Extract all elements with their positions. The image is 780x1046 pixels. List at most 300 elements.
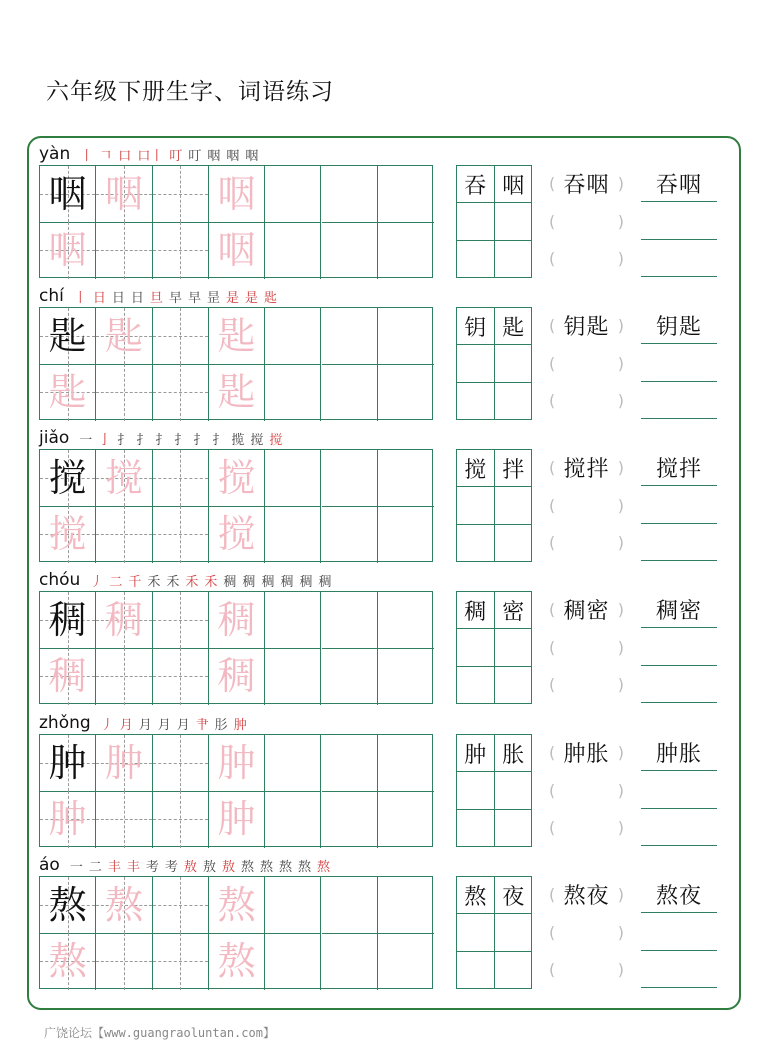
right-bracket: ) — [617, 249, 624, 268]
word-cell[interactable]: 肿 — [457, 735, 495, 772]
grid-cell[interactable] — [153, 933, 209, 990]
right-bracket: ) — [617, 922, 624, 942]
write-line[interactable] — [641, 345, 717, 382]
footer-watermark: 广饶论坛【www.guangraoluntan.com】 — [44, 1026, 275, 1040]
grid-cell[interactable] — [378, 166, 434, 223]
bracket-row[interactable] — [549, 629, 624, 666]
grid-cell[interactable] — [265, 735, 321, 792]
grid-cell[interactable] — [378, 877, 434, 934]
word-cell[interactable] — [457, 667, 495, 704]
grid-cell[interactable] — [265, 877, 321, 934]
pinyin-label: chí — [39, 286, 64, 306]
word-cell[interactable] — [495, 667, 533, 704]
grid-cell[interactable] — [96, 166, 152, 223]
stroke-step: 禾 — [166, 575, 180, 590]
grid-cell[interactable] — [265, 364, 321, 421]
stroke-step: 敖 — [202, 860, 216, 875]
stroke-step: 丰 — [107, 860, 121, 875]
grid-cell[interactable] — [153, 506, 209, 563]
left-bracket: ( — [549, 675, 556, 694]
write-line[interactable] — [641, 165, 717, 202]
model-char: 熬 — [48, 882, 87, 927]
stroke-step: 考 — [145, 860, 159, 875]
write-line[interactable] — [641, 629, 717, 666]
word-cell[interactable] — [457, 241, 495, 278]
grid-cell[interactable] — [265, 506, 321, 563]
grid-cell[interactable] — [378, 592, 434, 649]
char-section-jiǎo — [39, 424, 739, 566]
grid-cell[interactable] — [378, 222, 434, 279]
stroke-step: 搅 — [250, 433, 264, 448]
writing-grid — [39, 449, 433, 562]
right-bracket: ) — [617, 211, 624, 231]
word-cell[interactable] — [495, 525, 533, 562]
word-cell[interactable]: 稠 — [457, 592, 495, 629]
word-cell[interactable] — [457, 952, 495, 989]
bracket-word: 稠密 — [563, 599, 610, 624]
grid-cell[interactable] — [322, 877, 378, 934]
stroke-step: 匙 — [264, 291, 278, 306]
line-word: 搅拌 — [655, 457, 702, 482]
left-bracket: ( — [549, 637, 556, 657]
word-cell[interactable] — [457, 772, 495, 809]
line-word: 钥匙 — [655, 315, 702, 340]
grid-cell[interactable] — [322, 933, 378, 990]
word-cell[interactable]: 吞 — [457, 166, 495, 203]
grid-cell[interactable] — [209, 166, 265, 223]
stroke-step: 熬 — [317, 860, 331, 875]
grid-cell[interactable] — [96, 648, 152, 705]
left-bracket: ( — [549, 922, 556, 942]
word-cell[interactable] — [457, 487, 495, 524]
grid-cell[interactable] — [40, 308, 96, 365]
grid-cell[interactable] — [209, 735, 265, 792]
left-bracket: ( — [549, 780, 556, 800]
grid-cell[interactable] — [96, 450, 152, 507]
trace-char: 肿 — [104, 740, 143, 785]
writing-grid — [39, 165, 433, 278]
bracket-column — [549, 307, 624, 420]
stroke-step: 丿 — [100, 718, 114, 733]
stroke-step: 口丨 — [137, 149, 164, 164]
grid-cell[interactable] — [40, 735, 96, 792]
stroke-step: 稠 — [223, 575, 237, 590]
word-cell[interactable] — [457, 810, 495, 847]
bracket-row[interactable] — [549, 951, 624, 988]
stroke-step: 二 — [109, 575, 123, 590]
grid-cell[interactable] — [209, 592, 265, 649]
grid-cell[interactable] — [322, 450, 378, 507]
stroke-step: 扌 — [212, 433, 226, 448]
bracket-word: 熬夜 — [563, 884, 610, 909]
right-bracket: ) — [617, 353, 624, 373]
trace-char: 肿 — [48, 797, 87, 842]
write-line[interactable] — [641, 772, 717, 809]
stroke-order-row — [39, 709, 253, 733]
grid-cell[interactable] — [96, 933, 152, 990]
grid-cell[interactable] — [96, 592, 152, 649]
word-cell[interactable] — [495, 203, 533, 240]
stroke-step: 稠 — [318, 575, 332, 590]
bracket-row[interactable] — [549, 449, 624, 486]
grid-cell[interactable] — [209, 506, 265, 563]
grid-cell[interactable] — [153, 592, 209, 649]
grid-cell[interactable] — [96, 308, 152, 365]
bracket-column — [549, 165, 624, 278]
stroke-step: 月 — [138, 718, 152, 733]
grid-cell[interactable] — [40, 648, 96, 705]
word-cell[interactable] — [495, 629, 533, 666]
bracket-row[interactable] — [549, 487, 624, 524]
grid-cell[interactable] — [40, 222, 96, 279]
grid-cell[interactable] — [153, 450, 209, 507]
word-cell[interactable]: 密 — [495, 592, 533, 629]
stroke-step: 咽 — [245, 149, 259, 164]
pinyin-label: chóu — [39, 570, 81, 590]
word-cell[interactable] — [495, 810, 533, 847]
trace-char: 咽 — [104, 171, 143, 216]
grid-cell[interactable] — [40, 506, 96, 563]
trace-char: 匙 — [217, 313, 256, 358]
left-bracket: ( — [549, 743, 556, 762]
model-char: 咽 — [48, 171, 87, 216]
stroke-order-row — [39, 851, 336, 875]
grid-cell[interactable] — [322, 735, 378, 792]
bracket-row[interactable] — [549, 165, 624, 202]
word-cell[interactable]: 拌 — [495, 450, 533, 487]
bracket-word: 搅拌 — [563, 457, 610, 482]
write-line[interactable] — [641, 307, 717, 344]
writing-grid — [39, 591, 433, 704]
grid-cell[interactable] — [209, 364, 265, 421]
grid-cell[interactable] — [153, 648, 209, 705]
left-bracket: ( — [549, 495, 556, 515]
stroke-step: 丨 — [73, 291, 87, 306]
stroke-step: 敖 — [221, 860, 235, 875]
grid-cell[interactable] — [378, 506, 434, 563]
word-cell[interactable] — [457, 345, 495, 382]
right-bracket: ) — [617, 743, 624, 762]
stroke-order-row — [39, 282, 283, 306]
right-bracket: ) — [617, 818, 624, 837]
bracket-row[interactable] — [549, 345, 624, 382]
word-cell[interactable]: 胀 — [495, 735, 533, 772]
grid-cell[interactable] — [322, 648, 378, 705]
right-bracket: ) — [617, 174, 624, 193]
grid-cell[interactable] — [265, 222, 321, 279]
stroke-step: 早 — [168, 291, 182, 306]
grid-cell[interactable] — [153, 308, 209, 365]
word-cell[interactable] — [495, 952, 533, 989]
word-cell[interactable] — [457, 914, 495, 951]
bracket-row[interactable] — [549, 734, 624, 771]
stroke-order-row — [39, 424, 288, 448]
bracket-row[interactable] — [549, 307, 624, 344]
stroke-step: 日 — [92, 291, 106, 306]
trace-char: 匙 — [48, 370, 87, 415]
word-cell[interactable] — [495, 383, 533, 420]
grid-cell[interactable] — [209, 450, 265, 507]
grid-cell[interactable] — [40, 364, 96, 421]
grid-cell[interactable] — [322, 222, 378, 279]
underline-column — [641, 449, 717, 562]
grid-cell[interactable] — [209, 308, 265, 365]
grid-cell[interactable] — [96, 222, 152, 279]
grid-cell[interactable] — [265, 791, 321, 848]
right-bracket: ) — [617, 780, 624, 800]
stroke-step: 禾 — [147, 575, 161, 590]
stroke-step: 一 — [69, 860, 83, 875]
grid-cell[interactable] — [40, 791, 96, 848]
stroke-step: 敖 — [183, 860, 197, 875]
grid-cell[interactable] — [322, 592, 378, 649]
word-cell[interactable] — [457, 203, 495, 240]
pinyin-label: yàn — [39, 144, 71, 164]
bracket-row[interactable] — [549, 524, 624, 561]
stroke-step: 亅 — [98, 433, 112, 448]
char-section-zhǒng — [39, 709, 739, 851]
word-cell[interactable]: 夜 — [495, 877, 533, 914]
grid-cell[interactable] — [378, 735, 434, 792]
grid-cell[interactable] — [40, 877, 96, 934]
underline-column — [641, 734, 717, 847]
stroke-step: 丿 — [90, 575, 104, 590]
right-bracket: ) — [617, 495, 624, 515]
stroke-step: 叮 — [188, 149, 202, 164]
stroke-order-row — [39, 140, 264, 164]
left-bracket: ( — [549, 533, 556, 552]
stroke-step: 扌 — [136, 433, 150, 448]
grid-cell[interactable] — [322, 308, 378, 365]
grid-cell[interactable] — [378, 933, 434, 990]
stroke-step: 扌 — [193, 433, 207, 448]
left-bracket: ( — [549, 316, 556, 335]
grid-cell[interactable] — [153, 791, 209, 848]
bracket-row[interactable] — [549, 591, 624, 628]
word-cell[interactable] — [457, 525, 495, 562]
stroke-step: 肿 — [233, 718, 247, 733]
trace-char: 熬 — [48, 939, 87, 984]
trace-char: 搅 — [217, 512, 256, 557]
right-bracket: ) — [617, 675, 624, 694]
right-bracket: ) — [617, 600, 624, 619]
underline-column — [641, 591, 717, 704]
bracket-row[interactable] — [549, 382, 624, 419]
grid-cell[interactable] — [265, 648, 321, 705]
word-cell[interactable]: 匙 — [495, 308, 533, 345]
stroke-step: 丰 — [126, 860, 140, 875]
stroke-step: 咽 — [226, 149, 240, 164]
pinyin-label: áo — [39, 855, 60, 875]
grid-cell[interactable] — [209, 222, 265, 279]
word-grid — [456, 591, 532, 704]
grid-cell[interactable] — [378, 648, 434, 705]
stroke-step: 揽 — [231, 433, 245, 448]
write-line[interactable] — [641, 240, 717, 277]
write-line[interactable] — [641, 591, 717, 628]
bracket-row[interactable] — [549, 666, 624, 703]
model-char: 搅 — [48, 455, 87, 500]
grid-cell[interactable] — [40, 450, 96, 507]
left-bracket: ( — [549, 174, 556, 193]
pinyin-label: jiǎo — [39, 428, 70, 448]
grid-cell[interactable] — [96, 364, 152, 421]
stroke-step: 日 — [130, 291, 144, 306]
underline-column — [641, 876, 717, 989]
bracket-column — [549, 734, 624, 847]
word-grid — [456, 734, 532, 847]
grid-cell[interactable] — [153, 166, 209, 223]
model-char: 肿 — [48, 740, 87, 785]
underline-column — [641, 307, 717, 420]
stroke-step: 月 — [157, 718, 171, 733]
grid-cell[interactable] — [40, 933, 96, 990]
stroke-step: 稠 — [261, 575, 275, 590]
right-bracket: ) — [617, 316, 624, 335]
word-cell[interactable]: 熬 — [457, 877, 495, 914]
stroke-step: 口 — [118, 149, 132, 164]
word-grid — [456, 876, 532, 989]
grid-cell[interactable] — [209, 877, 265, 934]
grid-cell[interactable] — [378, 308, 434, 365]
line-word: 稠密 — [655, 599, 702, 624]
trace-char: 搅 — [104, 455, 143, 500]
word-grid — [456, 307, 532, 420]
stroke-step: 千 — [128, 575, 142, 590]
model-char: 稠 — [48, 597, 87, 642]
grid-cell[interactable] — [209, 648, 265, 705]
stroke-step: 咽 — [207, 149, 221, 164]
char-section-áo — [39, 851, 739, 993]
grid-cell[interactable] — [153, 877, 209, 934]
write-line[interactable] — [641, 666, 717, 703]
grid-cell[interactable] — [40, 592, 96, 649]
writing-grid — [39, 876, 433, 989]
stroke-step: 禾 — [204, 575, 218, 590]
grid-cell[interactable] — [378, 791, 434, 848]
grid-cell[interactable] — [322, 791, 378, 848]
grid-cell[interactable] — [265, 308, 321, 365]
trace-char: 熬 — [217, 882, 256, 927]
write-line[interactable] — [641, 809, 717, 846]
bracket-row[interactable] — [549, 203, 624, 240]
stroke-step: 昰 — [206, 291, 220, 306]
bracket-row[interactable] — [549, 809, 624, 846]
trace-char: 熬 — [217, 939, 256, 984]
right-bracket: ) — [617, 533, 624, 552]
word-cell[interactable] — [495, 241, 533, 278]
left-bracket: ( — [549, 353, 556, 373]
write-line[interactable] — [641, 487, 717, 524]
bracket-row[interactable] — [549, 772, 624, 809]
left-bracket: ( — [549, 391, 556, 410]
grid-cell[interactable] — [40, 166, 96, 223]
stroke-step: 搅 — [269, 433, 283, 448]
stroke-step: 熬 — [259, 860, 273, 875]
page-title: 六年级下册生字、词语练习 — [46, 79, 334, 105]
write-line[interactable] — [641, 203, 717, 240]
grid-cell[interactable] — [378, 364, 434, 421]
trace-char: 匙 — [104, 313, 143, 358]
bracket-row[interactable] — [549, 876, 624, 913]
right-bracket: ) — [617, 885, 624, 904]
word-cell[interactable] — [495, 345, 533, 382]
stroke-step: 扌 — [117, 433, 131, 448]
stroke-step: 考 — [164, 860, 178, 875]
trace-char: 搅 — [217, 455, 256, 500]
write-line[interactable] — [641, 876, 717, 913]
word-cell[interactable] — [457, 629, 495, 666]
write-line[interactable] — [641, 382, 717, 419]
stroke-step: 是 — [245, 291, 259, 306]
write-line[interactable] — [641, 524, 717, 561]
trace-char: 稠 — [217, 597, 256, 642]
grid-cell[interactable] — [378, 450, 434, 507]
grid-cell[interactable] — [209, 791, 265, 848]
grid-cell[interactable] — [96, 735, 152, 792]
grid-cell[interactable] — [265, 166, 321, 223]
bracket-column — [549, 449, 624, 562]
word-cell[interactable]: 钥 — [457, 308, 495, 345]
stroke-step: 肀 — [195, 718, 209, 733]
right-bracket: ) — [617, 960, 624, 979]
grid-cell[interactable] — [322, 506, 378, 563]
grid-cell[interactable] — [322, 364, 378, 421]
stroke-step: 一 — [79, 433, 93, 448]
model-char: 匙 — [48, 313, 87, 358]
word-cell[interactable] — [495, 914, 533, 951]
stroke-step: 是 — [225, 291, 239, 306]
stroke-step: 稠 — [242, 575, 256, 590]
word-cell[interactable]: 搅 — [457, 450, 495, 487]
pinyin-label: zhǒng — [39, 713, 91, 733]
grid-cell[interactable] — [209, 933, 265, 990]
grid-cell[interactable] — [96, 877, 152, 934]
word-grid — [456, 449, 532, 562]
grid-cell[interactable] — [322, 166, 378, 223]
stroke-step: 肜 — [214, 718, 228, 733]
grid-cell[interactable] — [265, 592, 321, 649]
grid-cell[interactable] — [265, 450, 321, 507]
bracket-row[interactable] — [549, 240, 624, 277]
stroke-step: 丨 — [80, 149, 94, 164]
underline-column — [641, 165, 717, 278]
word-cell[interactable] — [457, 383, 495, 420]
trace-char: 咽 — [217, 171, 256, 216]
write-line[interactable] — [641, 951, 717, 988]
grid-cell[interactable] — [96, 791, 152, 848]
word-grid — [456, 165, 532, 278]
stroke-step: 扌 — [155, 433, 169, 448]
stroke-step: 熬 — [240, 860, 254, 875]
stroke-step: 二 — [88, 860, 102, 875]
word-cell[interactable] — [495, 487, 533, 524]
stroke-step: 月 — [176, 718, 190, 733]
line-word: 肿胀 — [655, 742, 702, 767]
grid-cell[interactable] — [96, 506, 152, 563]
grid-cell[interactable] — [153, 735, 209, 792]
grid-cell[interactable] — [265, 933, 321, 990]
bracket-row[interactable] — [549, 914, 624, 951]
word-cell[interactable]: 咽 — [495, 166, 533, 203]
write-line[interactable] — [641, 914, 717, 951]
grid-cell[interactable] — [153, 364, 209, 421]
word-cell[interactable] — [495, 772, 533, 809]
write-line[interactable] — [641, 449, 717, 486]
stroke-step: 早 — [187, 291, 201, 306]
grid-cell[interactable] — [153, 222, 209, 279]
write-line[interactable] — [641, 734, 717, 771]
